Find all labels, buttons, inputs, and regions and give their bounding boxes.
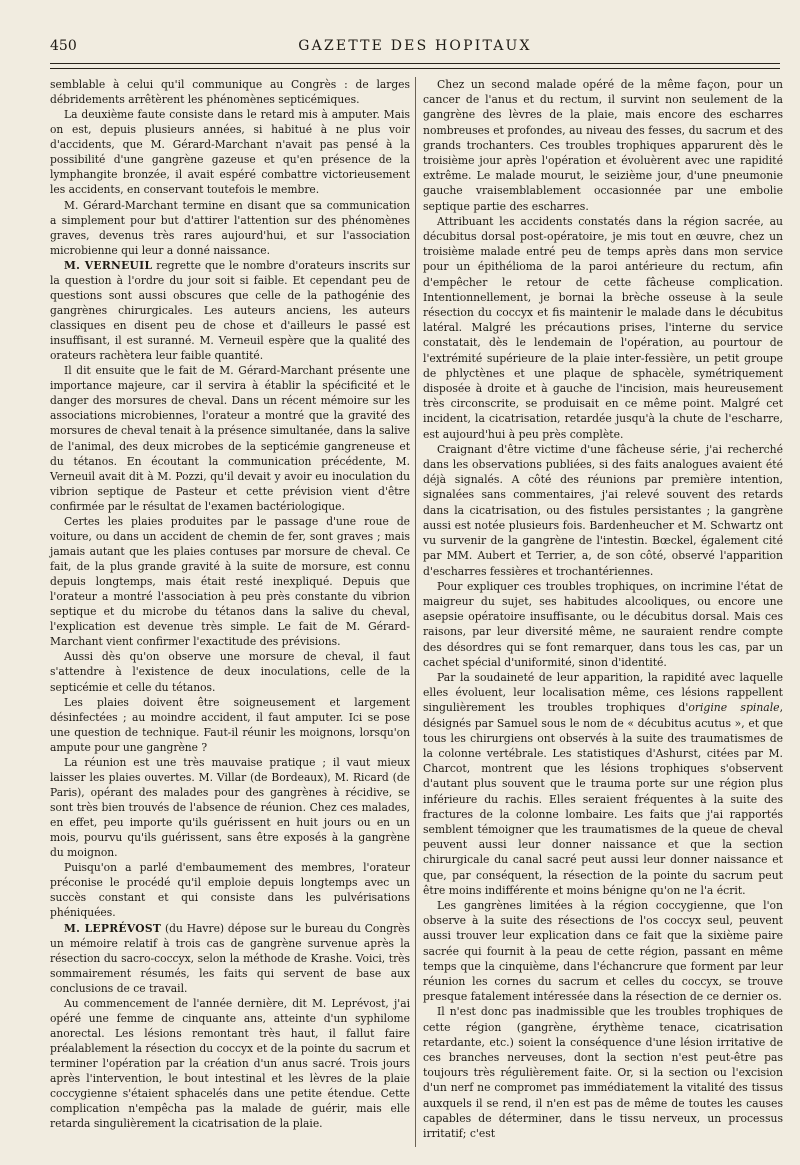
paragraph (423, 670, 783, 898)
paragraph: M. Gérard-Marchant termine en disant que sa communication a simplement pour but d'attirer l'attention sur des phénomènes graves, devenus très rares aujourd'hui, et sur l'association microbienne qui leur a donné naissance. (50, 198, 410, 257)
paragraph-text: regrette que le nombre d'orateurs inscrits sur la question à l'ordre du jour soit si faible. Et cependant peu de questions sont aussi obscures que celle de la pathogénie des gangrènes chirurgicales. Les auteurs anciens, les auteurs classiques en disent peu de chose et d'ailleurs le passé est insuffisant, il est suranné. M. Verneuil espère que la qualité des orateurs rachètera leur faible quantité. (50, 258, 410, 363)
paragraph: Craignant d'être victime d'une fâcheuse série, j'ai recherché dans les observations publiées, si des faits analogues avaient été déjà signalés. A côté des réunions par première intention, signalées sans commentaires, j'ai relevé souvent des retards dans la cicatrisation, ou des fistules persistantes ; la gangrène aussi est notée plusieurs fois. Bardenheucher et M. Schwartz ont vu survenir de la gangrène de l'intestin. Bœckel, également cité par MM. Aubert et Terrier, a, de son côté, observé l'apparition d'escharres fessières et trochantériennes. (423, 442, 783, 578)
paragraph: Les plaies doivent être soigneusement et largement désinfectées ; au moindre accident, il faut amputer. Ici se pose une question de technique. Faut-il réunir les moignons, lorsqu'on ampute pour une gangrène ? (50, 695, 410, 754)
speaker-name: M. VERNEUIL (64, 258, 153, 272)
right-column (423, 77, 783, 1141)
paragraph-text: , désignés par Samuel sous le nom de « décubitus acutus », et que tous les chirurgiens ont observés à la suite des traumatismes de la colonne vertébrale. Les statistiques d'Ashurst, citées par M. Charcot, montrent que les lésions trophiques s'observent d'autant plus souvent que le trauma porte sur une région plus inférieure du rachis. Elles seraient fréquentes à la suite des fractures de la colonne lombaire. Les faits que j'ai rapportés semblent témoigner que les traumatismes de la queue de cheval peuvent aussi leur donner naissance et que la section chirurgicale du canal sacré peut aussi leur donner naissance et que, par conséquent, la résection de la pointe du sacrum peut être moins indifférente et moins bénigne qu'on ne l'a écrit. (423, 701, 783, 897)
italic-term: origine spinale (688, 701, 780, 715)
paragraph: Au commencement de l'année dernière, dit M. Leprévost, j'ai opéré une femme de cinquante ans, atteinte d'un syphilome anorectal. Les lésions remontant très haut, il fallut faire préalablement la résection du coccyx et de la pointe du sacrum et terminer l'opération par la création d'un anus sacré. Trois jours après l'intervention, le bout intestinal et les lèvres de la plaie coccygienne s'étaient sphacelés dans une petite étendue. Cette complication n'empêcha pas la malade de guérir, mais elle retarda singulièrement la cicatrisation de la plaie. (50, 996, 410, 1131)
paragraph: Attribuant les accidents constatés dans la région sacrée, au décubitus dorsal post-opératoire, je mis tout en œuvre, chez un troisième malade entré peu de temps après dans mon service pour un épithélioma de la paroi antérieure du rectum, afin d'empêcher le retour de cette fâcheuse complication. Intentionnellement, je bornai la brèche osseuse à la seule résection du coccyx et fis maintenir le malade dans le décubitus latéral. Malgré les précautions prises, l'interne du service constatait, dès le lendemain de l'opération, au pourtour de l'extrémité supérieure de la plaie inter-fessière, un petit groupe de phlyctènes et une plaque de sphacèle, symétriquement disposée à droite et à gauche de l'incision, mais heureusement très circonscrite, se produisait en ce même point. Malgré cet incident, la cicatrisation, retardée jusqu'à la chute de l'escharre, est aujourd'hui à peu près complète. (423, 214, 783, 441)
column-divider (415, 77, 416, 1147)
paragraph: Aussi dès qu'on observe une morsure de cheval, il faut s'attendre à l'existence de deux inoculations, celle de la septicémie et celle du tétanos. (50, 650, 410, 694)
paragraph: La réunion est une très mauvaise pratique ; il vaut mieux laisser les plaies ouvertes. M. Villar (de Bordeaux), M. Ricard (de Paris), opérant des malades pour des gangrènes à récidive, se sont très bien trouvés de l'absence de réunion. Chez ces malades, en effet, peu importe qu'ils guérissent en huit jours ou en un mois, pourvu qu'ils guérissent, sans être exposés à la gangrène du moignon. (50, 755, 410, 860)
paragraph: Les gangrènes limitées à la région coccygienne, que l'on observe à la suite des résections de l'os coccyx seul, peuvent aussi trouver leur explication dans ce fait que la sixième paire sacrée qui fournit à la peau de cette région, passant en même temps que la cinquième, dans l'échancrure que forment par leur réunion les cornes du sacrum et celles du coccyx, se trouve presque fatalement intéressée dans la résection de ce dernier os. (423, 898, 783, 1004)
paragraph (50, 258, 410, 363)
paragraph: Puisqu'on a parlé d'embaumement des membres, l'orateur préconise le procédé qu'il emploie depuis longtemps avec un succès constant et qui consiste dans les pulvérisations phéniquées. (50, 861, 410, 920)
page-number: 450 (50, 38, 77, 54)
paragraph: semblable à celui qu'il communique au Congrès : de larges débridements arrêtèrent les phénomènes septicémiques. (50, 78, 410, 107)
paragraph: Chez un second malade opéré de la même façon, pour un cancer de l'anus et du rectum, il survint non seulement de la gangrène des lèvres de la plaie, mais encore des escharres nombreuses et profondes, au niveau des fesses, du sacrum et des grands trochanters. Ces troubles trophiques apparurent dès le troisième jour après l'opération et évoluèrent avec une rapidité extrême. Le malade mourut, le seizième jour, d'une pneumonie gauche vraisemblablement occasionnée par une embolie septique partie des escharres. (423, 78, 783, 213)
journal-title: GAZETTE DES HOPITAUX (298, 38, 532, 54)
paragraph: Certes les plaies produites par le passage d'une roue de voiture, ou dans un accident de chemin de fer, sont graves ; mais jamais autant que les plaies contuses par morsure de cheval. Ce fait, de la plus grande gravité à la suite de morsure, est connu depuis longtemps, mais était resté inexpliqué. Depuis que l'orateur a montré l'association à peu près constante du vibrion septique et du microbe du tétanos dans la salive du cheval, l'explication est devenue très simple. Le fait de M. Gérard-Marchant vient confirmer l'exactitude des prévisions. (50, 514, 410, 649)
paragraph-text: (du Havre) dépose sur le bureau du Congrès un mémoire relatif à trois cas de gangrène survenue après la résection du sacro-coccyx, selon la méthode de Krashe. Voici, très sommairement résumés, les faits qui servent de base aux conclusions de ce travail. (50, 921, 410, 995)
paragraph: La deuxième faute consiste dans le retard mis à amputer. Mais on est, depuis plusieurs années, si habitué à ne plus voir d'accidents, que M. Gérard-Marchant n'avait pas pensé à la possibilité d'une gangrène gazeuse et qu'en présence de la lymphangite bronzée, il avait espéré combattre victorieusement les accidents, en conservant toutefois le membre. (50, 108, 410, 197)
paragraph: Pour expliquer ces troubles trophiques, on incrimine l'état de maigreur du sujet, ses habitudes alcooliques, ou encore une asepsie opératoire insuffisante, ou le décubitus dorsal. Mais ces raisons, par leur diversité même, ne sauraient rendre compte des désordres qui se font remarquer, dans tous les cas, par un cachet spécial d'uniformité, sinon d'identité. (423, 579, 783, 669)
paragraph: Il n'est donc pas inadmissible que les troubles trophiques de cette région (gangrène, érythème tenace, cicatrisation retardante, etc.) soient la conséquence d'une lésion irritative de ces branches nerveuses, dont la section n'est peut-être pas toujours très régulièrement faite. Or, si la section ou l'excision d'un nerf ne compromet pas immédiatement la vitalité des tissus auxquels il se rend, il n'en est pas de même de toutes les causes capables de déterminer, dans le tissu nerveux, un processus irritatif; c'est (423, 1005, 783, 1141)
page-header (50, 38, 780, 60)
header-rule (50, 63, 780, 69)
left-column (50, 77, 410, 1131)
speaker-name: M. LEPRÉVOST (64, 921, 162, 935)
paragraph (50, 921, 410, 996)
paragraph-text: Par la soudaineté de leur apparition, la rapidité avec laquelle elles évoluent, leur localisation même, ces lésions rappellent singulièrement les troubles trophiques d' (423, 670, 783, 715)
paragraph: Il dit ensuite que le fait de M. Gérard-Marchant présente une importance majeure, car il servira à établir la spécificité et le danger des morsures de cheval. Dans un récent mémoire sur les associations microbiennes, l'orateur a montré que la gravité des morsures de cheval tenait à la présence simultanée, dans la salive de l'animal, des deux microbes de la septicémie gangreneuse et du tétanos. En écoutant la communication précédente, M. Verneuil avait dit à M. Pozzi, qu'il devait y avoir eu inoculation du vibrion septique de Pasteur et cette prévision vient d'être confirmée par le résultat de l'examen bactériologique. (50, 364, 410, 513)
